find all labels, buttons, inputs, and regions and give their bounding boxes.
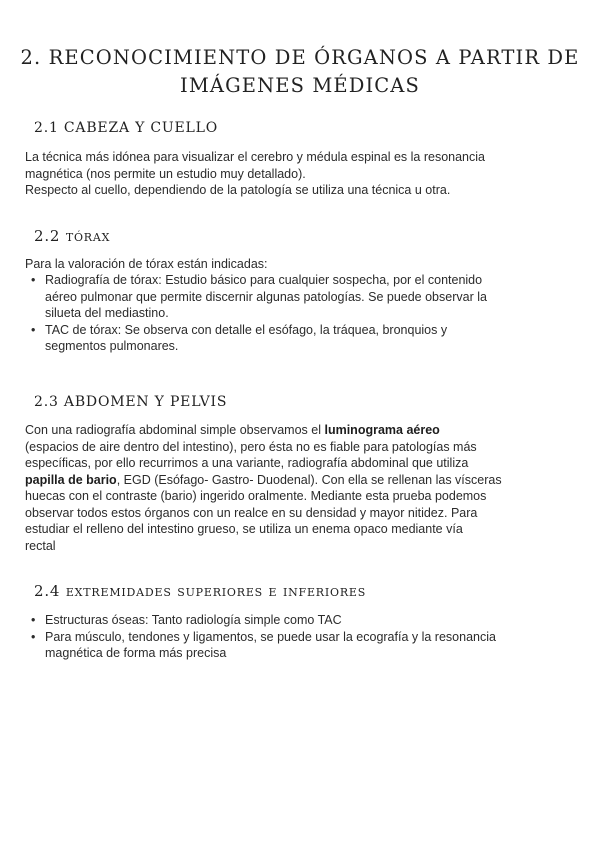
bullet-icon: •	[31, 613, 36, 627]
text-line: Respecto al cuello, dependiendo de la patología se utiliza una técnica u otra.	[25, 183, 451, 197]
bold-term-luminograma: luminograma aéreo	[324, 423, 440, 437]
text-line: estudiar el relleno del intestino grueso, se utiliza un enema opaco mediante vía	[25, 522, 463, 536]
text-line: (espacios de aire dentro del intestino), pero ésta no es fiable para patologías más	[25, 439, 477, 454]
text-line: La técnica más idónea para visualizar el cerebro y médula espinal es la resonancia	[25, 150, 485, 164]
section-heading-thorax: 2.2 tórax	[34, 227, 111, 245]
section-heading-abdomen: 2.3 ABDOMEN Y PELVIS	[34, 394, 228, 410]
bullet-icon: •	[31, 629, 36, 644]
list-item	[25, 322, 585, 355]
text-line: huecas con el contraste (bario) ingerido oralmente. Mediante esta prueba podemos	[25, 489, 487, 503]
text-line: silueta del mediastino.	[45, 306, 169, 320]
list-limbs	[25, 612, 585, 662]
section-heading-head-neck: 2.1 CABEZA Y CUELLO	[34, 120, 219, 136]
text-line: segmentos pulmonares.	[45, 339, 179, 353]
paragraph-thorax-intro	[25, 256, 585, 273]
text-line: magnética (nos permite un estudio muy detallado).	[25, 166, 306, 181]
text-line	[25, 422, 585, 439]
text-line: aéreo pulmonar que permite discernir algunas patologías. Se puede observar la	[45, 289, 487, 304]
text-line: magnética de forma más precisa	[45, 646, 227, 660]
list-item	[25, 272, 585, 322]
text-line: Radiografía de tórax: Estudio básico para cualquier sospecha, por el contenido	[45, 273, 483, 287]
list-item	[25, 612, 585, 629]
section-heading-limbs: 2.4 extremidades superiores e inferiores	[34, 582, 367, 600]
list-item	[25, 629, 585, 662]
text-line	[25, 472, 585, 489]
bold-term-papilla: papilla de bario	[25, 472, 117, 487]
text-line: Estructuras óseas: Tanto radiología simple como TAC	[45, 613, 342, 627]
bullet-icon: •	[31, 322, 36, 337]
paragraph-head-neck	[25, 149, 585, 199]
text-line: específicas, por ello recurrimos a una variante, radiografía abdominal que utiliza	[25, 456, 469, 470]
bullet-icon: •	[31, 273, 36, 287]
page-title-line-1: 2. RECONOCIMIENTO DE ÓRGANOS A PARTIR DE	[20, 46, 580, 69]
text-line: Para la valoración de tórax están indicadas:	[25, 257, 268, 271]
text-line: Para músculo, tendones y ligamentos, se puede usar la ecografía y la resonancia	[45, 629, 496, 644]
text-line: TAC de tórax: Se observa con detalle el esófago, la tráquea, bronquios y	[45, 322, 448, 337]
list-thorax	[25, 272, 585, 355]
text-line: observar todos estos órganos con un realce en su densidad y mayor nitidez. Para	[25, 505, 478, 520]
text-line: rectal	[25, 538, 56, 553]
page-title	[14, 44, 586, 100]
page-title-line-2: IMÁGENES MÉDICAS	[180, 74, 420, 97]
text-run: Con una radiografía abdominal simple observamos el	[25, 423, 325, 437]
text-run: , EGD (Esófago- Gastro- Duodenal). Con ella se rellenan las vísceras	[116, 472, 502, 487]
paragraph-abdomen	[25, 422, 585, 554]
